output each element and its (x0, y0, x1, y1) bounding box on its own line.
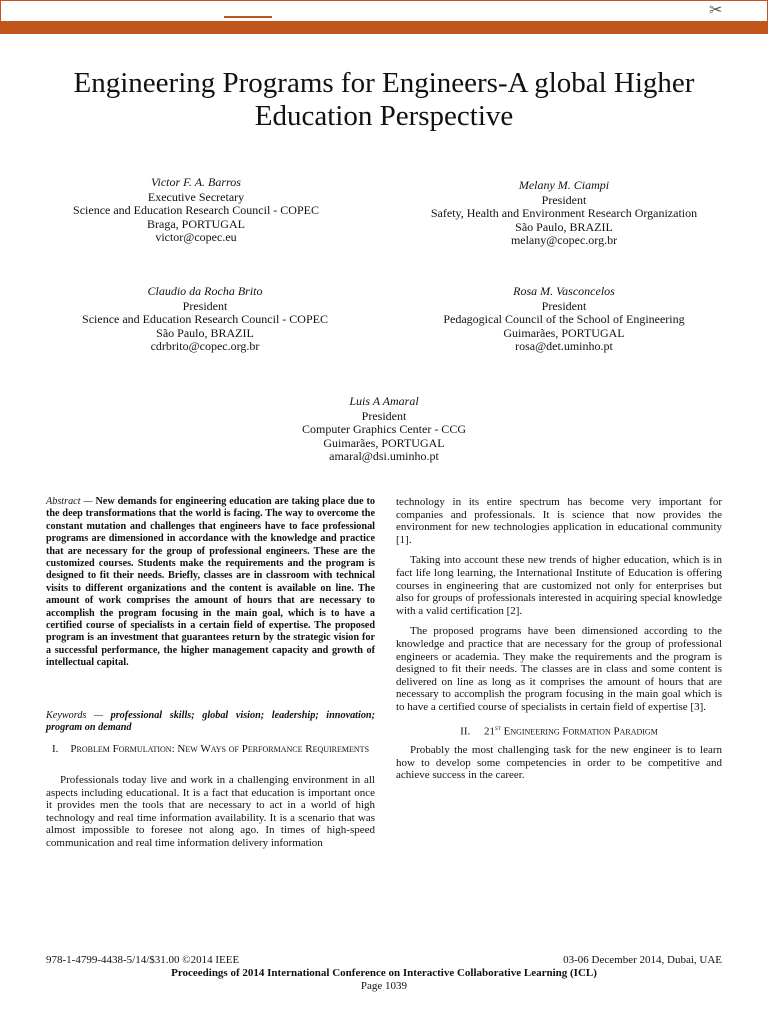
toolbar-underline (224, 16, 272, 18)
section-2-heading (396, 722, 722, 739)
author-role: President (541, 298, 587, 313)
toolbar-surface (1, 1, 767, 21)
author-block-1 (46, 176, 346, 245)
section-title: Problem Formulation: New Ways of Performance Requirements (70, 743, 370, 755)
footer-isbn: 978-1-4799-4438-5/14/$31.00 ©2014 IEEE (46, 954, 240, 966)
paper-title (0, 67, 768, 133)
section-1-heading (46, 743, 375, 756)
author-email[interactable]: melany@copec.org.br (510, 233, 618, 247)
section-number: II. (460, 725, 471, 738)
author-block-4 (414, 285, 714, 354)
document-icon[interactable]: ✂ (709, 2, 723, 19)
keywords-text: professional skills; global vision; leadership; innovation; program on demand (46, 710, 375, 734)
section-number: I. (51, 743, 59, 755)
abstract-label: Abstract — (46, 496, 93, 507)
right-column (396, 496, 722, 790)
paragraph: Probably the most challenging task for the new engineer is to learn how to develop some competencies in order to be competitive and achieve success in the career. (396, 744, 722, 782)
section-title: Engineering Formation Paradigm (503, 725, 658, 738)
author-name: Melany M. Ciampi (518, 178, 610, 192)
author-org: Computer Graphics Center - CCG (302, 422, 466, 436)
author-city: Braga, PORTUGAL (147, 216, 245, 231)
author-city: Guimarães, PORTUGAL (323, 435, 445, 450)
author-org: Pedagogical Council of the School of Engineering (443, 312, 685, 326)
author-city: São Paulo, BRAZIL (515, 219, 613, 234)
author-name: Victor F. A. Barros (151, 175, 241, 189)
author-name: Luis A Amaral (349, 394, 419, 408)
paragraph: Taking into account these new trends of higher education, which is in fact life long learning, the International Institute of Education is offering courses in engineering that are customized not only for enterprises but also for groups of professionals interested in acquiring special knowledge with a valid certification [2]. (396, 554, 722, 617)
author-org: Science and Education Research Council - COPEC (82, 312, 328, 326)
author-org: Science and Education Research Council - COPEC (73, 203, 319, 217)
keywords (46, 710, 375, 735)
keywords-label: Keywords — (46, 710, 104, 721)
author-email[interactable]: cdrbrito@copec.org.br (150, 339, 260, 353)
paragraph: technology in its entire spectrum has become very important for companies and professionals. It is science that now provides the environment for new technologies application in educational community [1]. (396, 496, 722, 546)
footer-proceedings: Proceedings of 2014 International Conference on Interactive Collaborative Learning (ICL) (171, 967, 597, 979)
title-line-2: Education Perspective (254, 100, 514, 132)
section-superscript: st (495, 723, 501, 732)
author-name: Claudio da Rocha Brito (147, 284, 263, 298)
author-email[interactable]: rosa@det.uminho.pt (515, 339, 613, 353)
section-prefix: 21 (484, 725, 495, 738)
author-city: São Paulo, BRAZIL (156, 325, 254, 340)
author-role: President (361, 408, 407, 423)
author-block-2 (414, 179, 714, 248)
title-line-1: Engineering Programs for Engineers-A global Higher (73, 67, 695, 99)
abstract (46, 496, 375, 670)
abstract-text: New demands for engineering education are taking place due to the deep transformations that the world is facing. The way to overcome the constant mutation and challenges that engineers have to face professional programs are dimensioned in accordance with the knowledge and practice that are necessary for the group of professional engineers. These are the customized courses. Students make the requirements and the program is designed to fit their needs. Briefly, classes are in classroom with technical visits to different organizations and the content is available on line. The amount of work comprises the amount of hours that are necessary to accomplish the program focusing in the main goal, which is to have a certified course of specialists in a certain field of expertise. The proposed program is an investment that guarantees return by the strategic vision for a successful performance, the higher management capacity and growth of intellectual capital. (46, 496, 375, 669)
author-role: Executive Secretary (147, 189, 245, 204)
author-email[interactable]: victor@copec.eu (155, 230, 237, 244)
author-name: Rosa M. Vasconcelos (513, 284, 615, 298)
author-block-5 (234, 395, 534, 464)
page-footer (46, 954, 722, 993)
author-city: Guimarães, PORTUGAL (503, 325, 625, 340)
author-email[interactable]: amaral@dsi.uminho.pt (329, 449, 439, 463)
paragraph: The proposed programs have been dimensioned according to the knowledge and practice that are necessary for the group of professional engineers or academia. They make the requirements and the program is designed to fit their needs. The classes are in class and some content is delivered on line as long as it comprises the amount of hours that are necessary to accomplish the program focusing in the main goal which is to have a certified course of specialists in certain field of expertise [3]. (396, 625, 722, 713)
section-1-paragraph: Professionals today live and work in a challenging environment in all aspects including educational. It is a fact that education is important once it provides men the tools that are necessary to act in a world of high technology and real time information availability. It is a scenario that was almost impossible to foresee not along ago. In times of high-speed communication and real time information delivery information (46, 774, 375, 849)
top-toolbar (0, 0, 768, 34)
author-role: President (541, 192, 587, 207)
author-block-3 (55, 285, 355, 354)
author-org: Safety, Health and Environment Research Organization (430, 206, 698, 220)
footer-page-number: Page 1039 (360, 980, 408, 992)
footer-date: 03-06 December 2014, Dubai, UAE (563, 954, 722, 966)
author-role: President (182, 298, 228, 313)
